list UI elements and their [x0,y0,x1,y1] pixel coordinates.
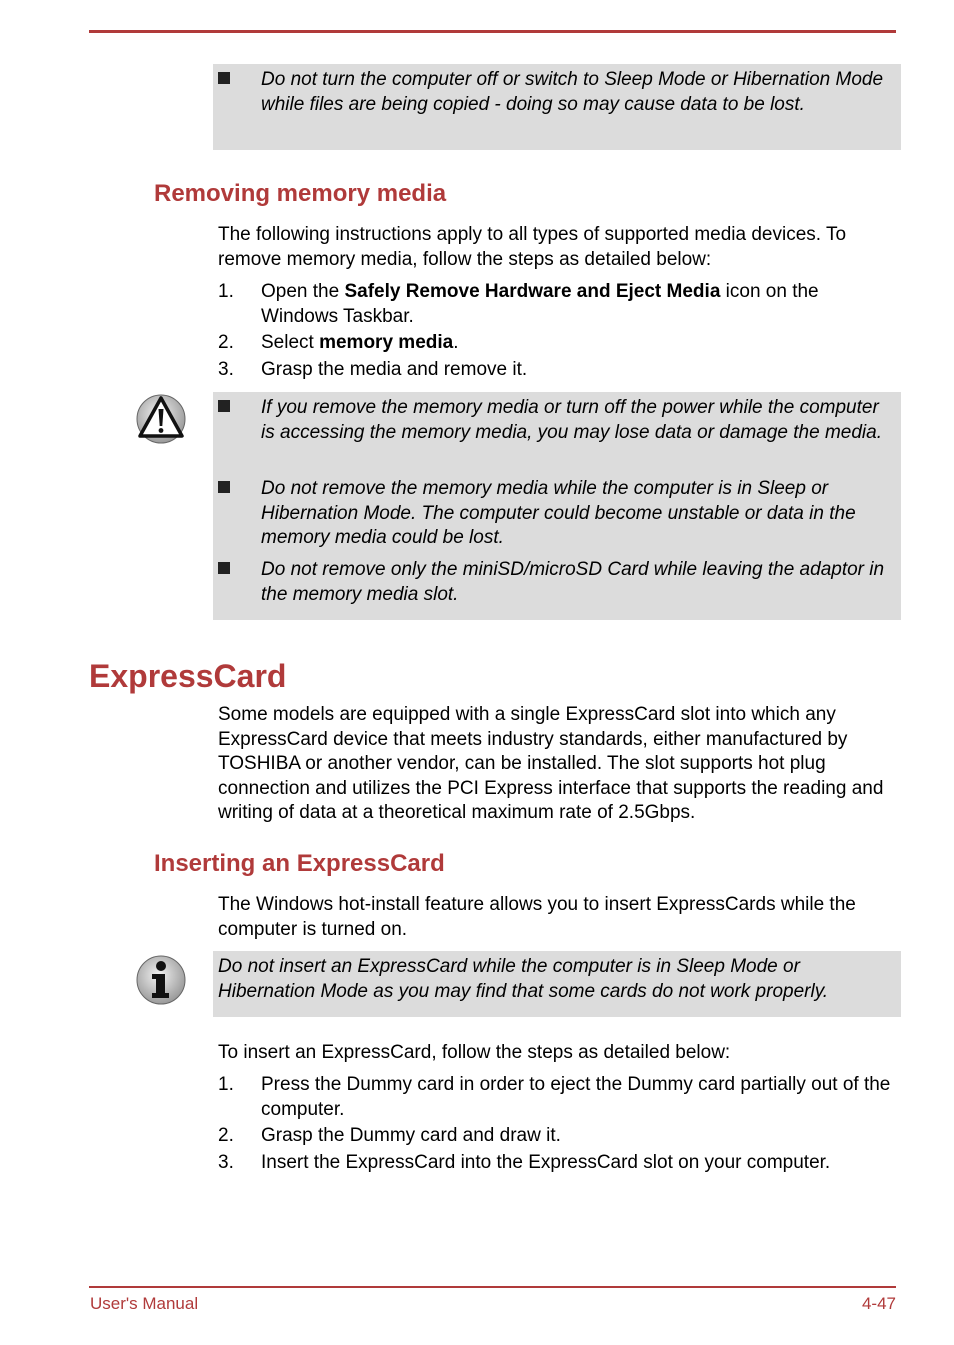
inserting-lead: To insert an ExpressCard, follow the steps as detailed below: [218,1042,731,1063]
note-text: Do not remove only the miniSD/microSD Card while leaving the adaptor in the memory media slot. [261,559,885,605]
step-text [261,280,898,329]
step-text-pre: Select [261,332,320,353]
section-heading-removing: Removing memory media [154,180,447,207]
step-text-bold: memory media [319,332,454,353]
step-number: 1. [218,281,234,302]
section-heading-inserting: Inserting an ExpressCard [154,850,445,877]
note-text: If you remove the memory media or turn off the power while the computer is accessing the memory media, you may lose data or damage the media. [261,397,882,443]
insert-info-note [213,951,901,1017]
step-text: Grasp the media and remove it. [261,359,528,380]
bullet-square-icon [218,562,230,574]
note-text: Do not turn the computer off or switch to Sleep Mode or Hibernation Mode while files are being copied - doing so may cause data to be lost. [261,69,884,115]
footer-rule [89,1286,896,1288]
note-text: Do not remove the memory media while the computer is in Sleep or Hibernation Mode. The computer could become unstable or data in the memory media could be lost. [261,478,856,548]
removal-warning-note [213,392,901,620]
info-icon [136,955,186,1005]
copy-warning-note [213,64,901,150]
step-text: Grasp the Dummy card and draw it. [261,1125,561,1146]
step-number: 3. [218,359,234,380]
step-number: 3. [218,1152,234,1173]
warning-icon [136,394,186,444]
note-text: Do not insert an ExpressCard while the computer is in Sleep Mode or Hibernation Mode as you may find that some cards do not work properly. [218,956,829,1002]
bullet-square-icon [218,72,230,84]
header-rule [89,30,896,33]
bullet-square-icon [218,400,230,412]
step-text-post: icon on the Windows Taskbar. [261,281,819,327]
bullet-square-icon [218,481,230,493]
expresscard-intro: Some models are equipped with a single ExpressCard slot into which any ExpressCard device that meets industry standards, either manufactured by TOSHIBA or another vendor, can be installed. The slot supports hot plug connection and utilizes the PCI Express interface that supports the reading and writing of data at a theoretical maximum rate of 2.5Gbps. [218,704,884,823]
step-text-pre: Open the [261,281,345,302]
section-heading-expresscard: ExpressCard [89,658,287,694]
step-number: 1. [218,1074,234,1095]
footer-title: User's Manual [90,1294,199,1313]
inserting-intro: The Windows hot-install feature allows you to insert ExpressCards while the computer is turned on. [218,894,856,940]
step-text: Insert the ExpressCard into the ExpressCard slot on your computer. [261,1152,831,1173]
step-number: 2. [218,332,234,353]
step-number: 2. [218,1125,234,1146]
step-text: Press the Dummy card in order to eject the Dummy card partially out of the computer. [261,1074,891,1120]
step-text-bold: Safely Remove Hardware and Eject Media [344,281,721,302]
step-text [261,331,898,356]
step-text-post: . [453,332,459,353]
page-number: 4-47 [861,1294,896,1313]
removing-intro: The following instructions apply to all types of supported media devices. To remove memory media, follow the steps as detailed below: [218,224,847,270]
